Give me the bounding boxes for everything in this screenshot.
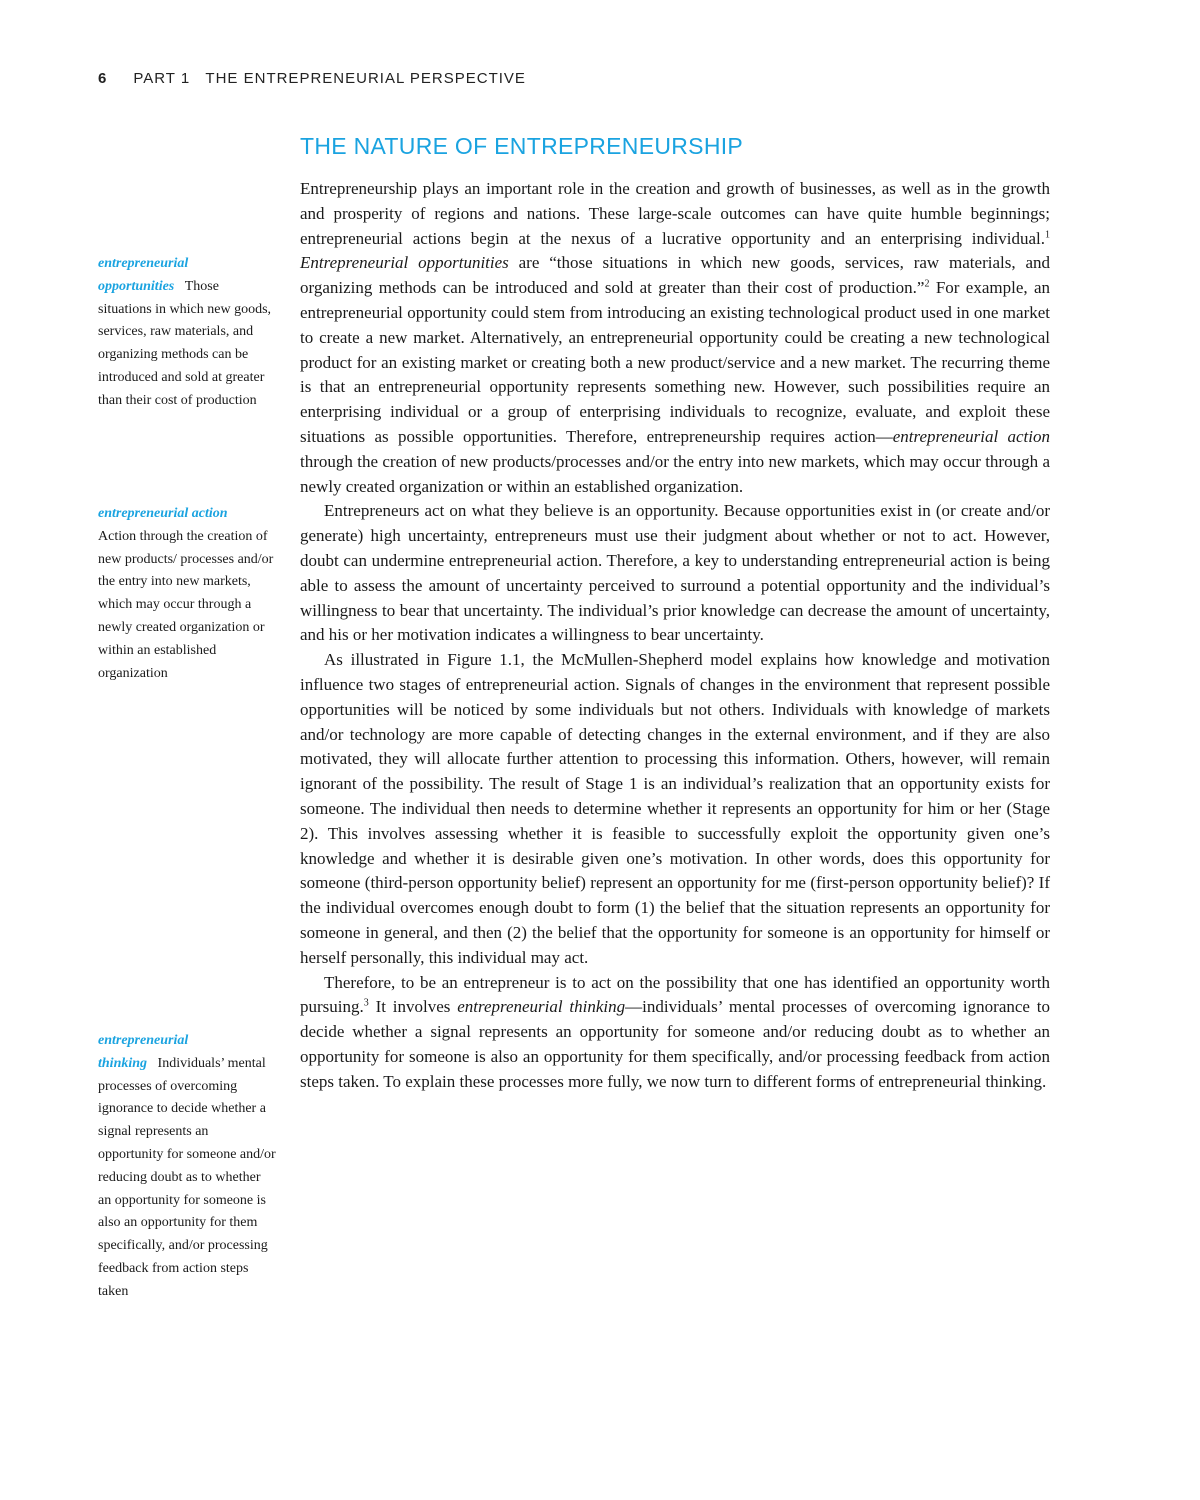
section-title: THE NATURE OF ENTREPRENEURSHIP: [300, 133, 744, 159]
paragraph-4-text-c: —individuals’ mental processes of overcoming ignorance to decide whether a signal represents an opportunity for someone and/or reducing doubt as to whether an opportunity for someone is also an opportunity for them specifically, and/or processing feedback from action steps taken. To explain these processes more fully, we now turn to different forms of entrepreneurial thinking.: [300, 997, 1050, 1091]
running-title: PART 1 THE ENTREPRENEURIAL PERSPECTIVE: [133, 70, 526, 87]
margin-note-term: entrepreneurial opportunities: [98, 256, 189, 294]
margin-note-entrepreneurial-opportunities: [98, 253, 276, 413]
footnote-marker-1: 1: [1045, 228, 1050, 240]
running-head: [98, 70, 526, 87]
paragraph-3: As illustrated in Figure 1.1, the McMullen-Shepherd model explains how knowledge and motivation influence two stages of entrepreneurial action. Signals of changes in the environment that represent possible opportunities will be noticed by some individuals but not others. Individuals with knowledge of markets and/or technology are more capable of detecting changes in the external environment, and if they are also motivated, they will allocate further attention to processing this information. Others, however, will remain ignorant of the possibility. The result of Stage 1 is an individual’s realization that an opportunity exists for someone. The individual then needs to determine whether it represents an opportunity for him or her (Stage 2). This involves assessing whether it is feasible to successfully exploit the opportunity given one’s knowledge and whether it is desirable given one’s motivation. In other words, does this opportunity for someone (third-person opportunity belief) represent an opportunity for me (first-person opportunity belief)? If the individual overcomes enough doubt to form (1) the belief that the situation represents an opportunity for someone in general, and then (2) the belief that the opportunity for someone is an opportunity for himself or herself personally, this individual may act.: [300, 650, 1050, 967]
margin-note-entrepreneurial-action: [98, 503, 276, 685]
margin-note-definition: Individuals’ mental processes of overcoming ignorance to decide whether a signal represents an opportunity for someone and/or reducing doubt as to whether an opportunity for someone is also an opportunity for them specifically, and/or processing feedback from action steps taken: [98, 1055, 276, 1299]
paragraph-1-text-a: Entrepreneurship plays an important role in the creation and growth of businesses, as well as in the growth and prosperity of regions and nations. These large-scale outcomes can have quite humble beginnings; entrepreneurial actions begin at the nexus of a lucrative opportunity and an enterprising individual.: [300, 179, 1050, 248]
inline-term-entrepreneurial-action: entrepreneurial action: [892, 426, 1051, 446]
inline-term-entrepreneurial-thinking: entrepreneurial thinking: [457, 997, 626, 1017]
margin-note-definition: Action through the creation of new products/ processes and/or the entry into new markets, which may occur through a newly created organization or within an established organization: [98, 528, 274, 681]
footnote-marker-3: 3: [363, 997, 369, 1009]
paragraph-1-text-d: For example, an entrepreneurial opportunity could stem from introducing an existing technological product used in one market to create a new market. Alternatively, an entrepreneurial opportunity could be creating a new technological product for an existing market or creating both a new product/service and a new market. The recurring theme is that an entrepreneurial opportunity represents something new. However, such possibilities require an enterprising individual or a group of enterprising individuals to recognize, evaluate, and exploit these situations as possible opportunities. Therefore, entrepreneurship requires action—: [300, 278, 1050, 446]
footnote-marker-2: 2: [924, 278, 930, 290]
margin-note-definition: Those situations in which new goods, services, raw materials, and organizing methods can be introduced and sold at greater than their cost of production: [98, 278, 272, 408]
paragraph-1: [300, 177, 1050, 499]
paragraph-4: [300, 971, 1050, 1095]
paragraph-1-text-e: through the creation of new products/processes and/or the entry into new markets, which may occur through a newly created organization or within an established organization.: [300, 451, 1050, 496]
body-text: [300, 177, 1050, 1094]
paragraph-4-text-b: It involves: [368, 997, 458, 1017]
paragraph-4-text-a: Therefore, to be an entrepreneur is to act on the possibility that one has identified an opportunity worth pursuing.: [300, 972, 1050, 1017]
paragraph-2: Entrepreneurs act on what they believe is an opportunity. Because opportunities exist in (or create and/or generate) high uncertainty, entrepreneurs must use their judgment about whether or not to act. However, doubt can undermine entrepreneurial action. Therefore, a key to understanding entrepreneurial action is being able to assess the amount of uncertainty perceived to surround a potential opportunity and the individual’s willingness to bear that uncertainty. The individual’s prior knowledge can decrease the amount of uncertainty, and his or her motivation indicates a willingness to bear uncertainty.: [300, 501, 1050, 645]
margin-note-term: entrepreneurial action: [98, 506, 228, 521]
inline-term-entrepreneurial-opportunities: Entrepreneurial opportunities: [300, 253, 509, 273]
page-number: 6: [98, 70, 108, 87]
paragraph-1-text-c: are “those situations in which new goods, services, raw materials, and organizing methods can be introduced and sold at greater than their cost of production.”: [300, 253, 1050, 298]
margin-note-term: entrepreneurial thinking: [98, 1033, 189, 1071]
margin-note-entrepreneurial-thinking: [98, 1030, 276, 1304]
